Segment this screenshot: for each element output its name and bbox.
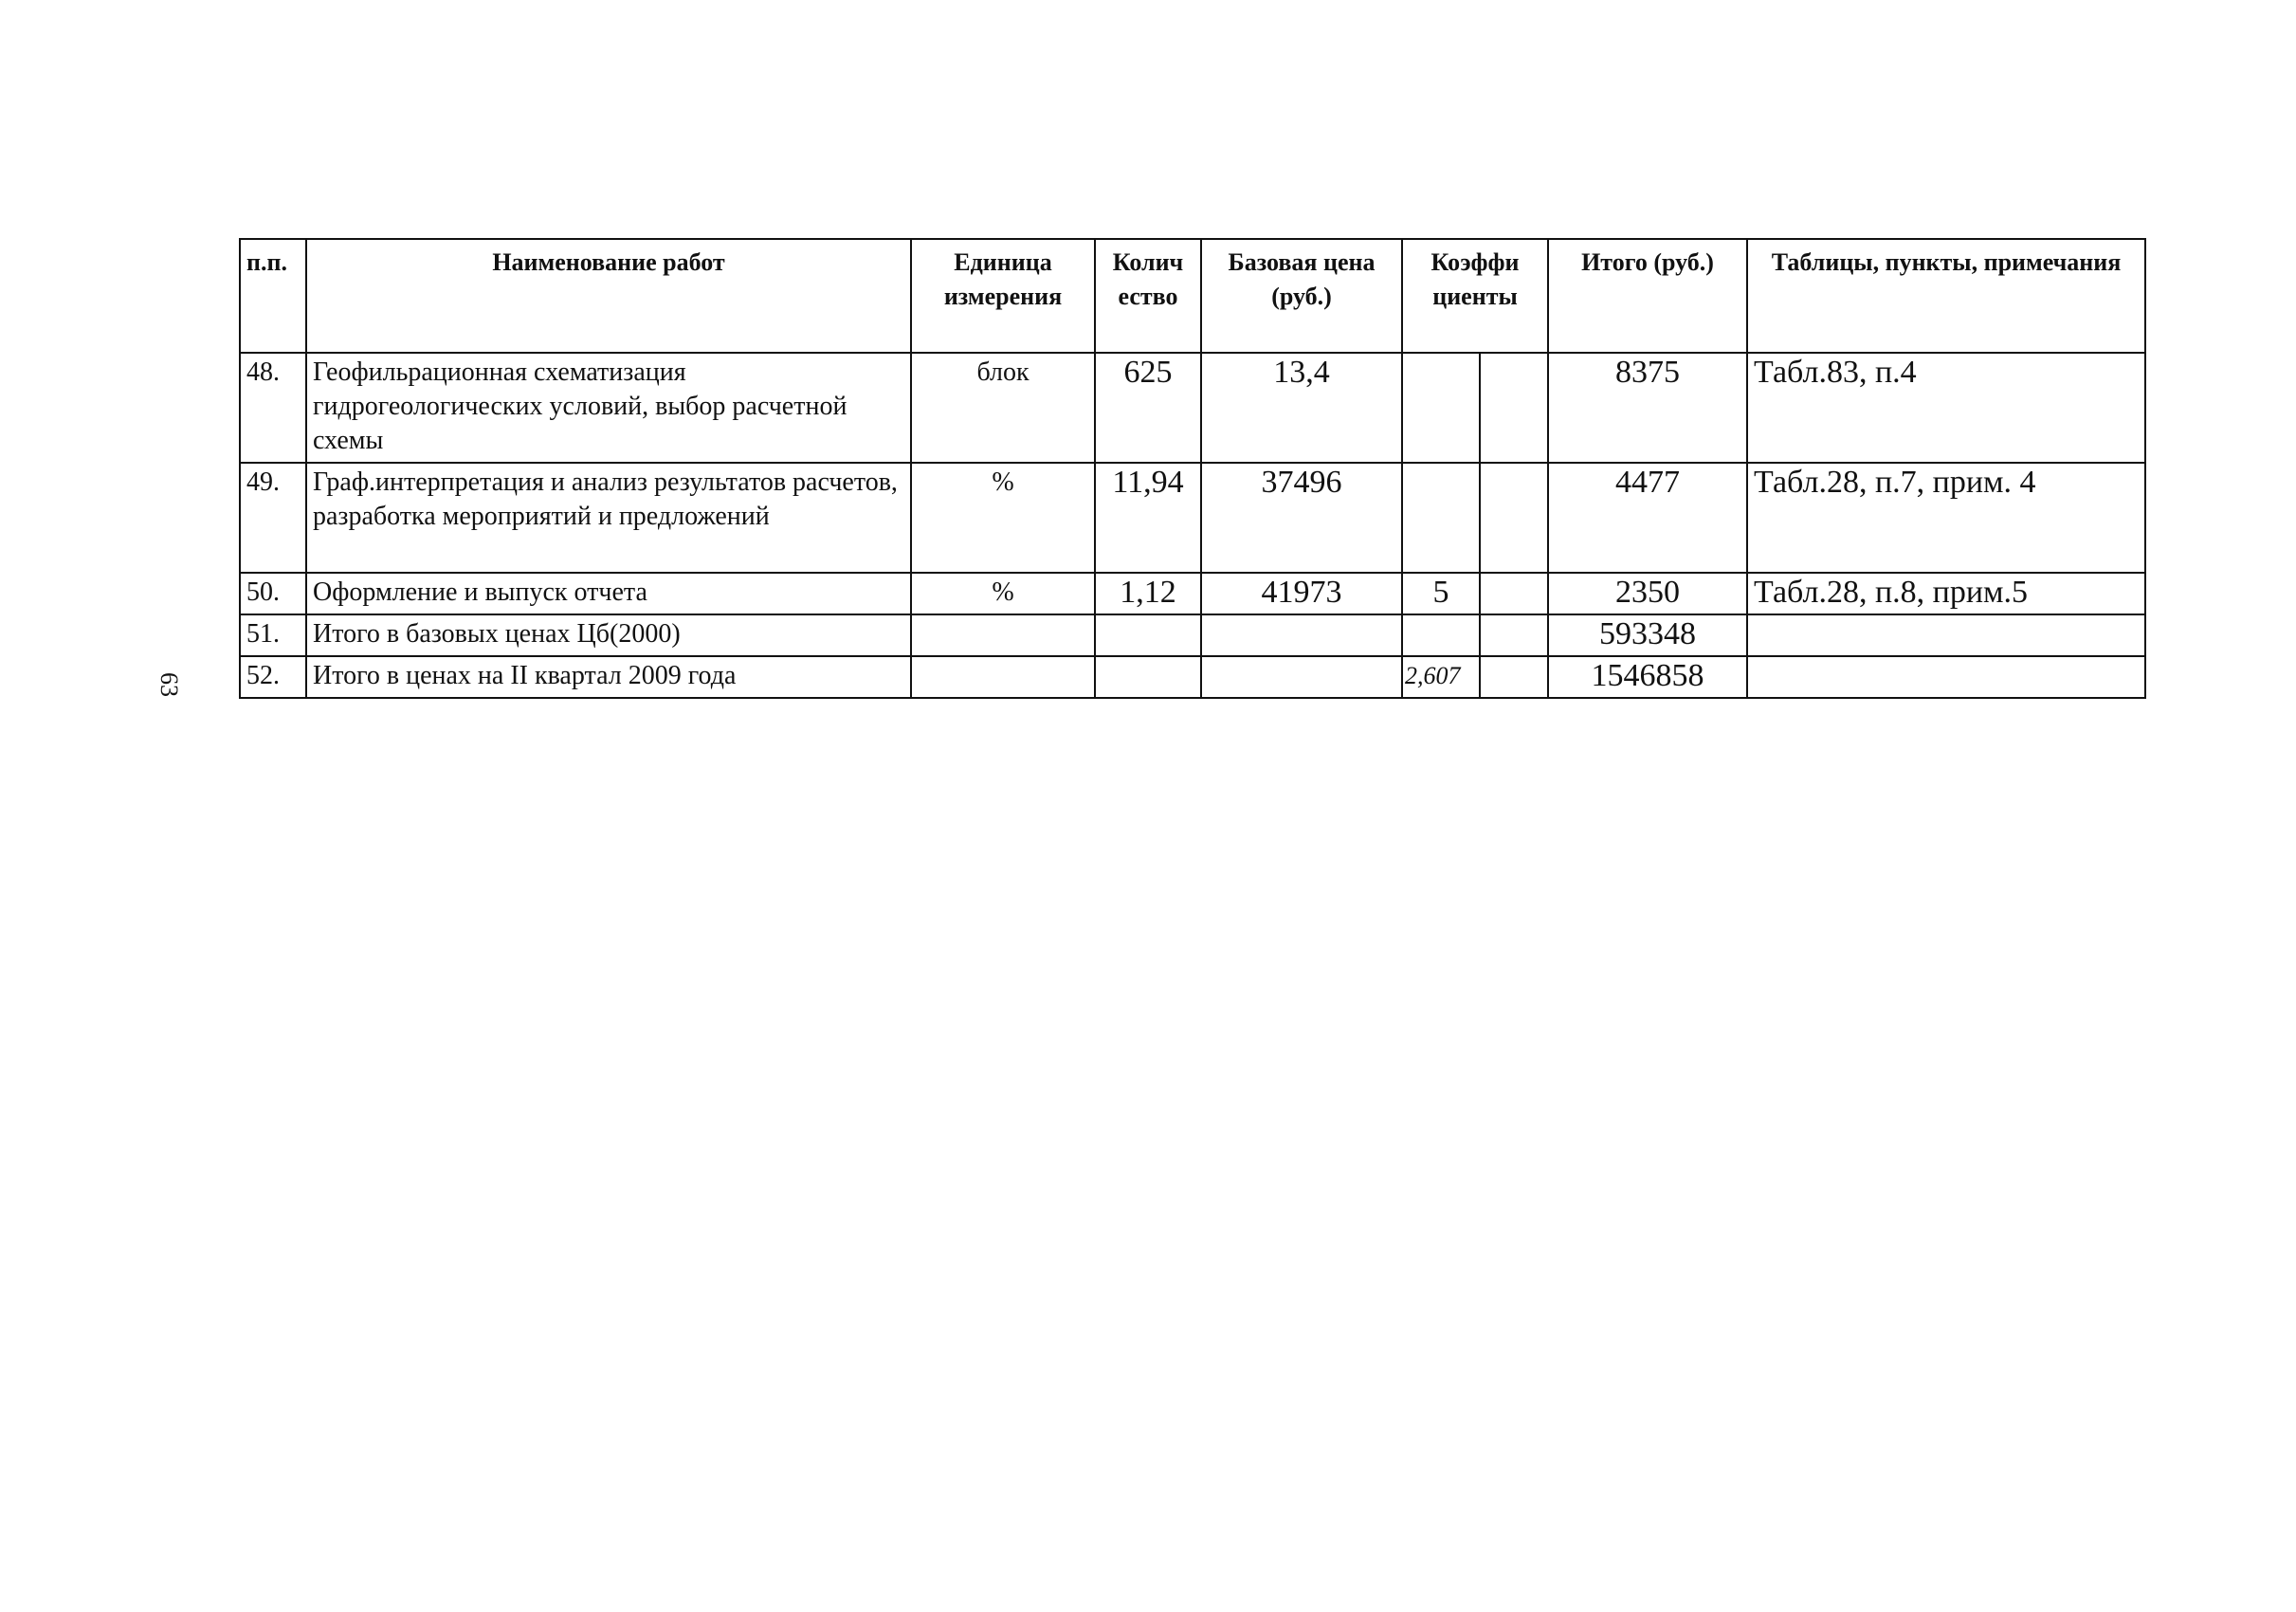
header-qty: Колич ество	[1095, 239, 1201, 353]
cell-unit	[911, 656, 1095, 698]
cell-name: Итого в базовых ценах Цб(2000)	[306, 614, 911, 656]
table-row	[240, 463, 2145, 573]
cell-refs	[1747, 656, 2145, 698]
cell-unit: %	[911, 463, 1095, 573]
cell-unit: %	[911, 573, 1095, 614]
cell-name: Итого в ценах на II квартал 2009 года	[306, 656, 911, 698]
cell-num: 51.	[240, 614, 306, 656]
cell-base-price: 41973	[1201, 573, 1402, 614]
cell-num: 50.	[240, 573, 306, 614]
cell-base-price	[1201, 614, 1402, 656]
cell-coef-2	[1480, 463, 1548, 573]
header-base-price: Базовая цена (руб.)	[1201, 239, 1402, 353]
header-coef: Коэффи циенты	[1402, 239, 1548, 353]
cell-coef-1	[1402, 353, 1480, 463]
cell-num: 48.	[240, 353, 306, 463]
cell-name: Геофильрационная схематизация гидрогеологических условий, выбор расчетной схемы	[306, 353, 911, 463]
cell-coef-1: 5	[1402, 573, 1480, 614]
cell-qty: 1,12	[1095, 573, 1201, 614]
cell-coef-2	[1480, 614, 1548, 656]
table-row	[240, 614, 2145, 656]
cell-coef-1	[1402, 614, 1480, 656]
header-name: Наименование работ	[306, 239, 911, 353]
cell-name: Оформление и выпуск отчета	[306, 573, 911, 614]
cell-total: 8375	[1548, 353, 1747, 463]
cell-base-price	[1201, 656, 1402, 698]
header-num: п.п.	[240, 239, 306, 353]
cell-total: 593348	[1548, 614, 1747, 656]
cell-num: 49.	[240, 463, 306, 573]
table-row	[240, 573, 2145, 614]
cell-name: Граф.интерпретация и анализ результатов расчетов, разработка мероприятий и предложений	[306, 463, 911, 573]
header-total: Итого (руб.)	[1548, 239, 1747, 353]
table-row	[240, 353, 2145, 463]
cell-qty: 11,94	[1095, 463, 1201, 573]
cell-qty	[1095, 614, 1201, 656]
cell-qty: 625	[1095, 353, 1201, 463]
cell-total: 2350	[1548, 573, 1747, 614]
header-unit: Единица измерения	[911, 239, 1095, 353]
table-row	[240, 656, 2145, 698]
cell-coef-2	[1480, 656, 1548, 698]
cell-refs	[1747, 614, 2145, 656]
cell-num: 52.	[240, 656, 306, 698]
cell-total: 1546858	[1548, 656, 1747, 698]
cell-total: 4477	[1548, 463, 1747, 573]
cell-refs: Табл.28, п.8, прим.5	[1747, 573, 2145, 614]
cost-estimate-table	[239, 238, 2146, 699]
cell-qty	[1095, 656, 1201, 698]
cell-unit: блок	[911, 353, 1095, 463]
cell-unit	[911, 614, 1095, 656]
table-header-row	[240, 239, 2145, 353]
header-refs: Таблицы, пункты, примечания	[1747, 239, 2145, 353]
cell-coef-2	[1480, 573, 1548, 614]
cell-coef-1	[1402, 463, 1480, 573]
cell-coef-1: 2,607	[1402, 656, 1480, 698]
cell-refs: Табл.83, п.4	[1747, 353, 2145, 463]
cell-coef-2	[1480, 353, 1548, 463]
page-number: 63	[155, 672, 183, 697]
cell-base-price: 13,4	[1201, 353, 1402, 463]
cell-refs: Табл.28, п.7, прим. 4	[1747, 463, 2145, 573]
cell-base-price: 37496	[1201, 463, 1402, 573]
